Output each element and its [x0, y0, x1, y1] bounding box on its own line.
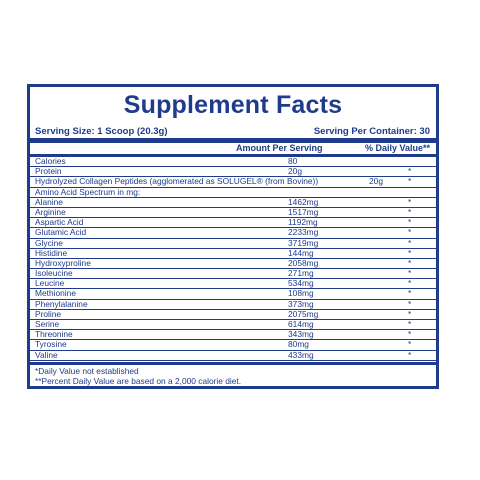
- nutrient-amount: 2075mg: [288, 308, 319, 319]
- nutrient-amount: 80: [288, 156, 298, 166]
- nutrient-amount: 373mg: [288, 298, 314, 309]
- nutrient-name: Leucine: [35, 278, 65, 289]
- nutrient-daily-value: *: [408, 349, 412, 360]
- nutrient-name: Glutamic Acid: [35, 227, 87, 238]
- nutrient-amount: 108mg: [288, 288, 314, 299]
- nutrient-daily-value: *: [408, 237, 412, 248]
- nutrient-amount: 20g: [288, 166, 302, 177]
- nutrient-name: Protein: [35, 166, 62, 177]
- nutrient-amount: 433mg: [288, 349, 314, 360]
- table-row: [30, 198, 436, 208]
- nutrient-name: Glycine: [35, 237, 63, 248]
- bottom-divider: [30, 362, 436, 365]
- nutrient-name: Aspartic Acid: [35, 217, 84, 228]
- nutrient-amount: 534mg: [288, 278, 314, 289]
- table-row: [30, 310, 436, 320]
- nutrient-daily-value: *: [408, 217, 412, 228]
- nutrient-daily-value: *: [408, 339, 412, 350]
- nutrient-name: Hydroxyproline: [35, 257, 91, 268]
- header-daily-value: % Daily Value**: [364, 143, 430, 153]
- nutrient-name: Methionine: [35, 288, 76, 299]
- nutrient-amount: 614mg: [288, 319, 314, 329]
- nutrient-daily-value: *: [408, 247, 412, 258]
- nutrient-name: Isoleucine: [35, 268, 73, 279]
- nutrient-name: Phenylalanine: [35, 298, 88, 309]
- nutrient-daily-value: *: [408, 176, 412, 187]
- nutrient-daily-value: *: [408, 257, 412, 268]
- nutrient-name: Histidine: [35, 247, 68, 258]
- nutrient-name: Serine: [35, 319, 60, 329]
- table-row: [30, 228, 436, 238]
- nutrient-rows: [30, 157, 436, 361]
- nutrient-daily-value: *: [408, 268, 412, 279]
- nutrient-daily-value: *: [408, 166, 412, 177]
- nutrient-name: Amino Acid Spectrum in mg:: [35, 186, 141, 197]
- table-row: [30, 239, 436, 249]
- nutrient-amount: 80mg: [288, 339, 309, 350]
- nutrient-name: Arginine: [35, 206, 66, 217]
- header-amount: Amount Per Serving: [236, 143, 323, 153]
- table-row: [30, 340, 436, 350]
- nutrient-name: Alanine: [35, 196, 63, 207]
- table-row: [30, 157, 436, 167]
- table-row: [30, 320, 436, 330]
- nutrient-name: Calories: [35, 156, 66, 166]
- nutrient-daily-value: *: [408, 319, 412, 329]
- nutrient-daily-value: *: [408, 196, 412, 207]
- nutrient-amount: 3719mg: [288, 237, 319, 248]
- table-row: [30, 259, 436, 269]
- nutrient-amount: 144mg: [288, 247, 314, 258]
- footnote-dv-not-established: *Daily Value not established: [35, 366, 139, 376]
- nutrient-amount: 20g: [369, 176, 383, 187]
- table-row: [30, 188, 436, 198]
- nutrient-name: Hydrolyzed Collagen Peptides (agglomerated as SOLUGEL® (from Bovine)): [35, 176, 319, 187]
- table-row: [30, 330, 436, 340]
- nutrient-amount: 271mg: [288, 268, 314, 279]
- nutrient-daily-value: *: [408, 206, 412, 217]
- table-row: [30, 351, 436, 361]
- nutrient-amount: 1517mg: [288, 206, 319, 217]
- nutrient-daily-value: *: [408, 288, 412, 299]
- nutrient-daily-value: *: [408, 227, 412, 238]
- nutrient-amount: 2058mg: [288, 257, 319, 268]
- nutrient-amount: 1192mg: [288, 217, 318, 228]
- table-row: [30, 289, 436, 299]
- nutrient-name: Threonine: [35, 329, 73, 340]
- table-row: [30, 208, 436, 218]
- nutrient-amount: 343mg: [288, 329, 314, 340]
- nutrient-name: Tyrosine: [35, 339, 67, 350]
- label-title: Supplement Facts: [123, 91, 343, 119]
- serving-size: Serving Size: 1 Scoop (20.3g): [35, 126, 168, 137]
- nutrient-name: Proline: [35, 308, 62, 319]
- nutrient-amount: 2233mg: [288, 227, 319, 238]
- nutrient-daily-value: *: [408, 278, 412, 289]
- supplement-facts-panel: [27, 84, 439, 389]
- servings-per-container: Serving Per Container: 30: [313, 126, 430, 137]
- footnote-percent-dv: **Percent Daily Value are based on a 2,000 calorie diet.: [35, 376, 242, 386]
- nutrient-daily-value: *: [408, 329, 412, 340]
- nutrient-name: Valine: [35, 349, 58, 360]
- table-row: [30, 218, 436, 228]
- nutrient-daily-value: *: [408, 308, 412, 319]
- table-row: [30, 300, 436, 310]
- nutrient-amount: 1462mg: [288, 196, 319, 207]
- table-row: [30, 269, 436, 279]
- table-row: [30, 279, 436, 289]
- nutrient-daily-value: *: [408, 298, 412, 309]
